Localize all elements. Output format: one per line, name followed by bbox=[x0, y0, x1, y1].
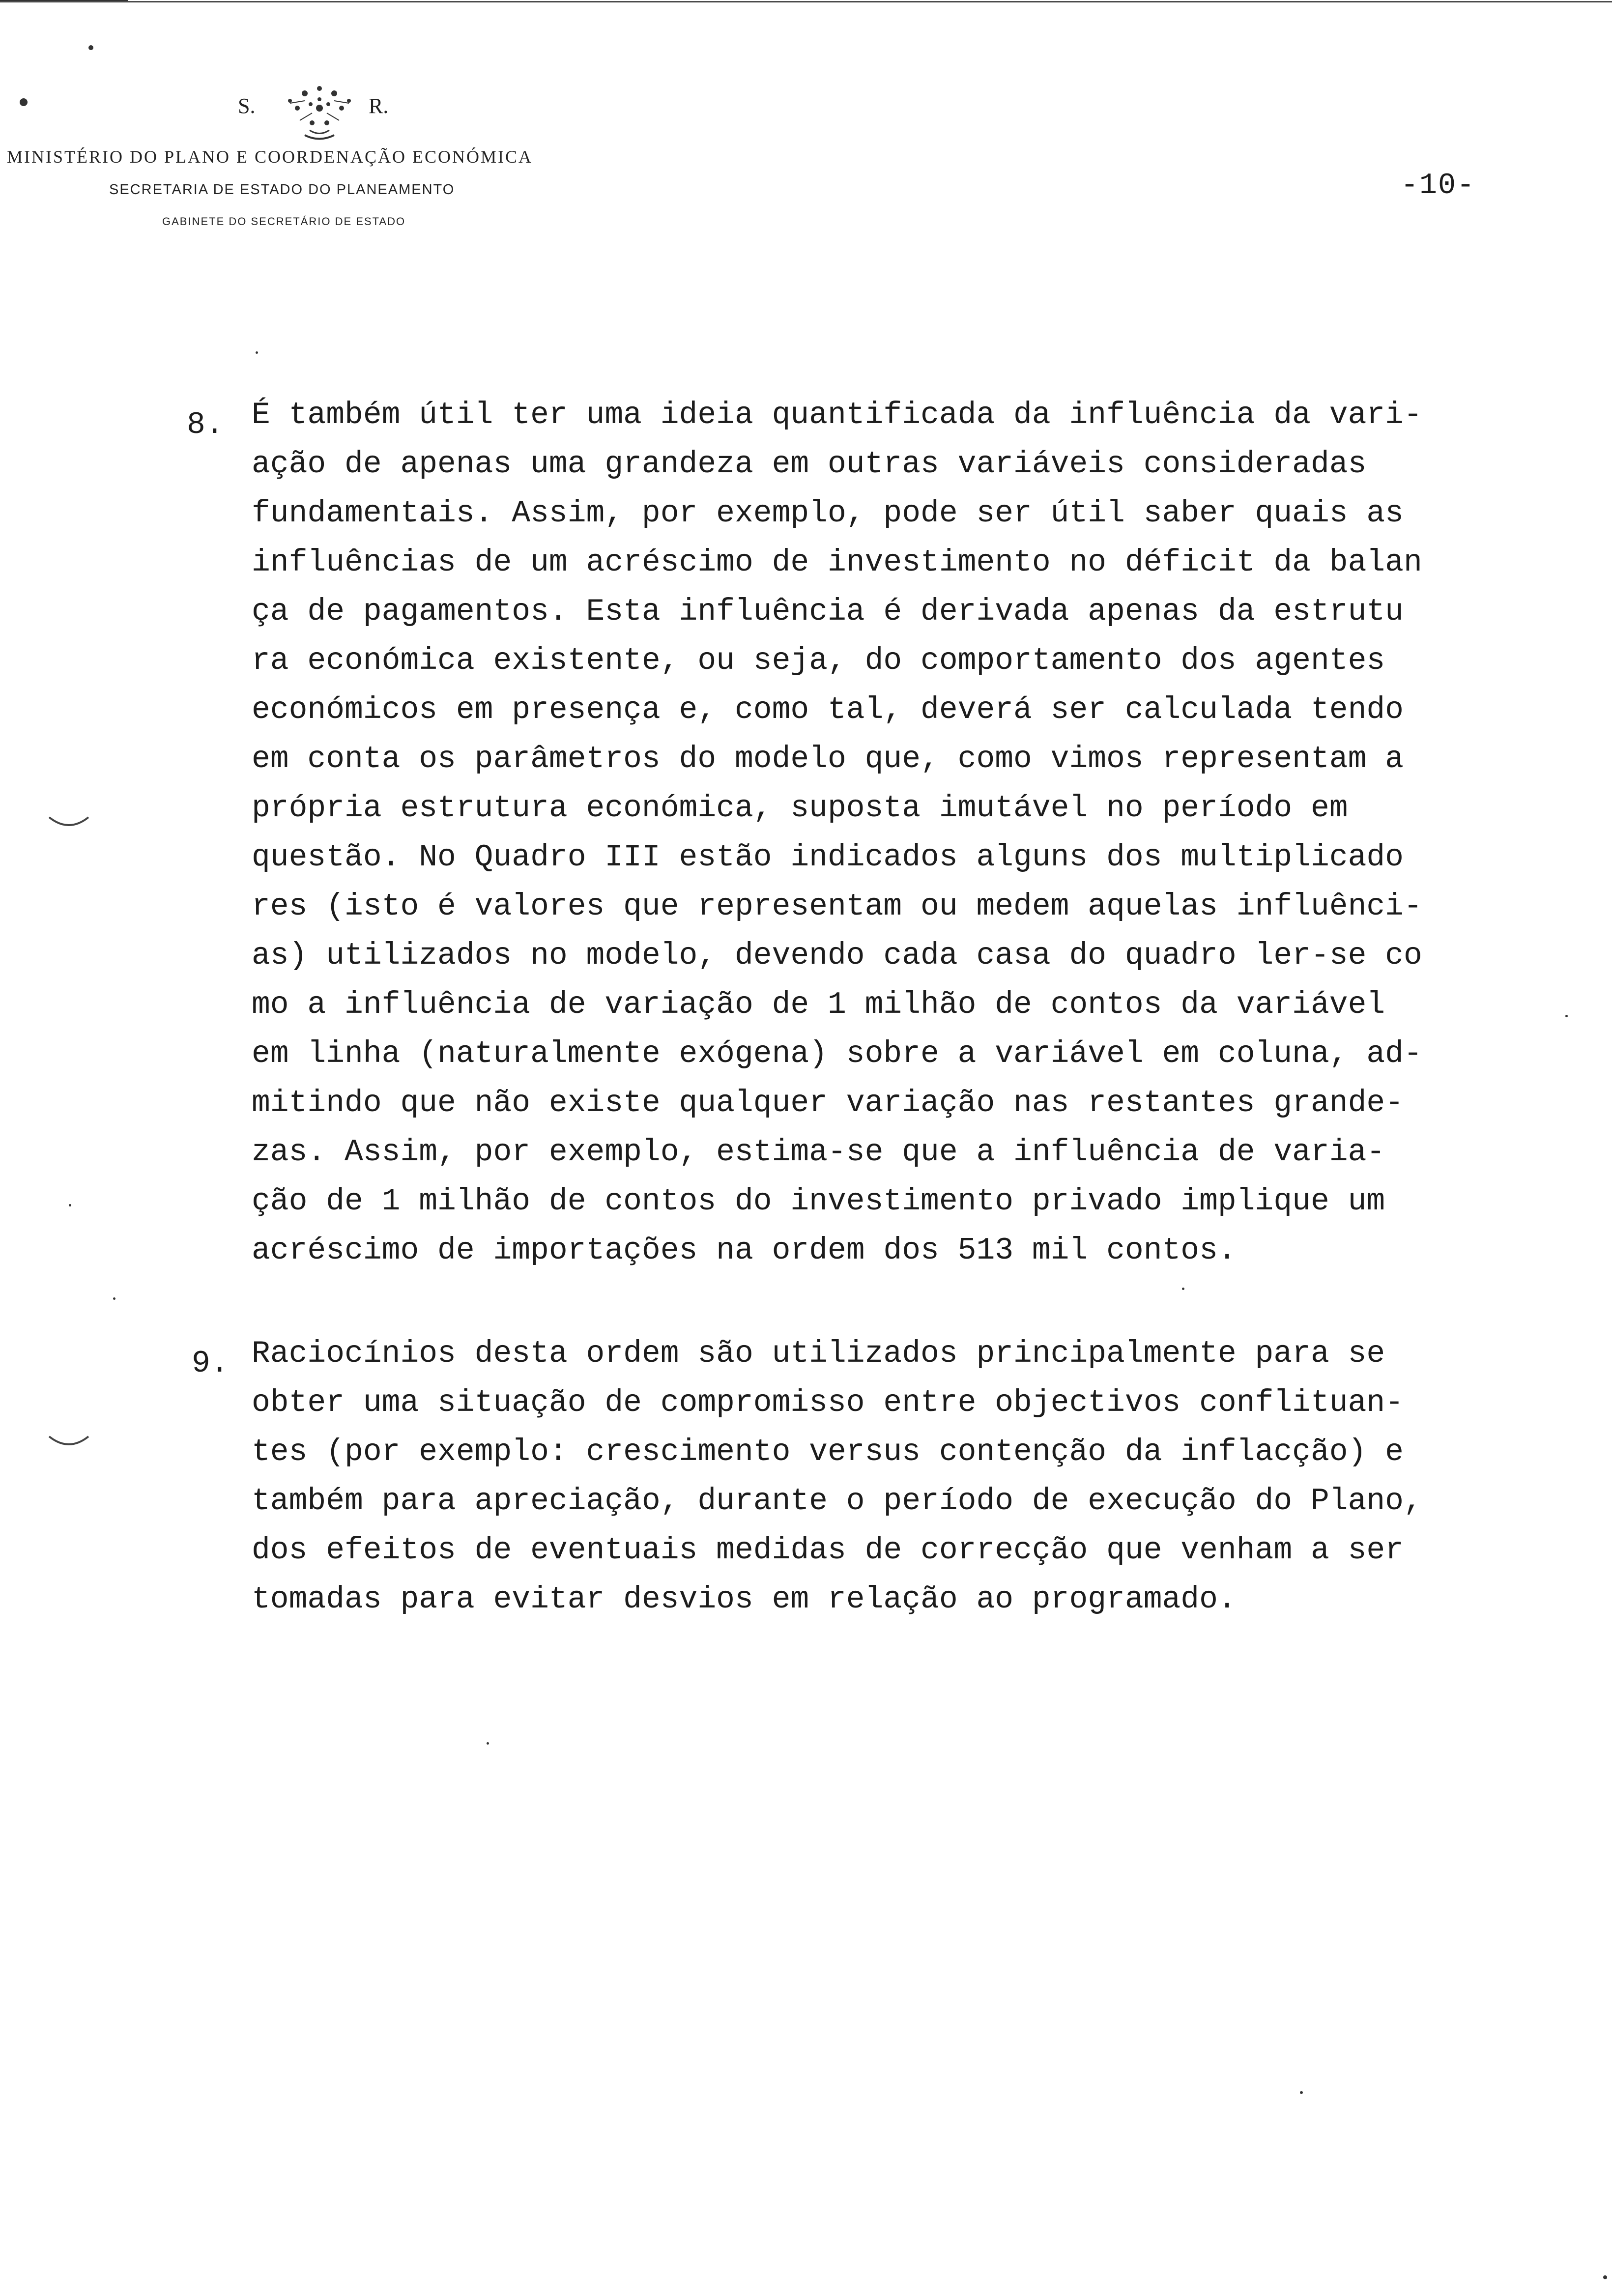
text-line: económicos em presença e, como tal, deverá ser calculada tendo bbox=[252, 692, 1404, 727]
speck-mark bbox=[487, 1742, 489, 1745]
emblem-right-letter: R. bbox=[369, 94, 389, 118]
speck-mark bbox=[1300, 2091, 1303, 2094]
emblem-line bbox=[231, 74, 418, 152]
text-line: mitindo que não existe qualquer variação nas restantes grande- bbox=[252, 1086, 1404, 1120]
text-line: tes (por exemplo: crescimento versus contenção da inflacção) e bbox=[252, 1435, 1404, 1469]
text-line: própria estrutura económica, suposta imutável no período em bbox=[252, 791, 1348, 826]
text-line: É também útil ter uma ideia quantificada da influência da vari- bbox=[252, 398, 1422, 432]
ministry-name: MINISTÉRIO DO PLANO E COORDENAÇÃO ECONÓMICA bbox=[7, 147, 533, 167]
speck-mark bbox=[1565, 1015, 1568, 1017]
text-line: as) utilizados no modelo, devendo cada casa do quadro ler-se co bbox=[252, 938, 1422, 973]
punch-hole-mark-icon bbox=[47, 1433, 91, 1452]
emblem-left-letter: S. bbox=[238, 94, 256, 118]
letterhead bbox=[0, 59, 609, 246]
page-number: -10- bbox=[1401, 169, 1476, 202]
speck-mark bbox=[1603, 2275, 1607, 2279]
text-line: ção de 1 milhão de contos do investimento privado implique um bbox=[252, 1184, 1385, 1219]
text-line: zas. Assim, por exemplo, estima-se que a influência de varia- bbox=[252, 1135, 1385, 1170]
text-line: fundamentais. Assim, por exemplo, pode ser útil saber quais as bbox=[252, 496, 1404, 531]
paragraph-8-body bbox=[252, 391, 1549, 1275]
speck-mark bbox=[20, 98, 28, 106]
speck-mark bbox=[69, 1204, 71, 1206]
text-line: tomadas para evitar desvios em relação ao programado. bbox=[252, 1582, 1237, 1617]
speck-mark bbox=[88, 45, 93, 50]
text-line: dos efeitos de eventuais medidas de correcção que venham a ser bbox=[252, 1533, 1404, 1568]
text-line: influências de um acréscimo de investimento no déficit da balan bbox=[252, 545, 1422, 580]
speck-mark bbox=[1182, 1288, 1184, 1290]
coat-of-arms-icon bbox=[270, 74, 369, 152]
text-line: em conta os parâmetros do modelo que, como vimos representam a bbox=[252, 742, 1404, 776]
text-line: questão. No Quadro III estão indicados alguns dos multiplicado bbox=[252, 840, 1404, 875]
cabinet-name: GABINETE DO SECRETÁRIO DE ESTADO bbox=[162, 215, 406, 228]
text-line: em linha (naturalmente exógena) sobre a variável em coluna, ad- bbox=[252, 1036, 1422, 1071]
speck-mark bbox=[256, 351, 258, 354]
text-line: também para apreciação, durante o período de execução do Plano, bbox=[252, 1484, 1422, 1519]
paragraph-number: 9. bbox=[192, 1346, 229, 1381]
text-line: mo a influência de variação de 1 milhão de contos da variável bbox=[252, 987, 1385, 1022]
top-border-line bbox=[0, 1, 1612, 2]
text-line: res (isto é valores que representam ou medem aquelas influênci- bbox=[252, 889, 1422, 924]
speck-mark bbox=[113, 1297, 115, 1300]
punch-hole-mark-icon bbox=[47, 813, 91, 833]
text-line: ação de apenas uma grandeza em outras variáveis consideradas bbox=[252, 447, 1367, 482]
text-line: acréscimo de importações na ordem dos 513 mil contos. bbox=[252, 1233, 1237, 1268]
text-line: Raciocínios desta ordem são utilizados principalmente para se bbox=[252, 1336, 1385, 1371]
text-line: ça de pagamentos. Esta influência é derivada apenas da estrutu bbox=[252, 594, 1404, 629]
secretariat-name: SECRETARIA DE ESTADO DO PLANEAMENTO bbox=[109, 182, 455, 198]
text-line: ra económica existente, ou seja, do comportamento dos agentes bbox=[252, 643, 1385, 678]
paragraph-9-body bbox=[252, 1329, 1549, 1624]
paragraph-number: 8. bbox=[187, 407, 224, 442]
text-line: obter uma situação de compromisso entre objectivos conflituan- bbox=[252, 1385, 1404, 1420]
